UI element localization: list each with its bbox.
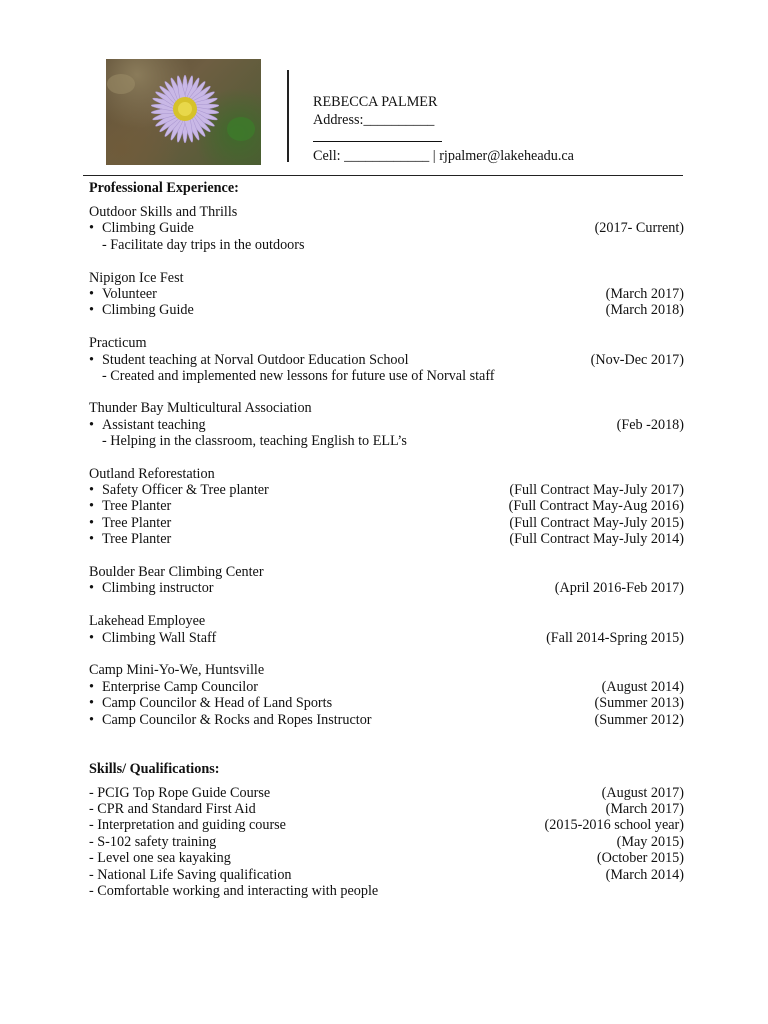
- header-rule: [83, 175, 683, 176]
- org-title: Lakehead Employee: [89, 613, 206, 629]
- daisy-flower-photo: [106, 59, 261, 165]
- list-item: [89, 220, 684, 237]
- date: (Feb -2018): [616, 417, 684, 433]
- role-note: - Facilitate day trips in the outdoors: [102, 237, 305, 253]
- skill: - CPR and Standard First Aid: [89, 801, 256, 817]
- skills-heading: Skills/ Qualifications:: [89, 761, 220, 777]
- list-item: [89, 482, 684, 499]
- org-title: Nipigon Ice Fest: [89, 270, 184, 286]
- role: Student teaching at Norval Outdoor Education School: [102, 352, 409, 368]
- skill: - PCIG Top Rope Guide Course: [89, 785, 271, 801]
- date: (March 2017): [605, 801, 684, 817]
- org-title: Outdoor Skills and Thrills: [89, 204, 238, 220]
- role: Climbing Wall Staff: [102, 630, 217, 646]
- list-item: [89, 515, 684, 532]
- date: (Fall 2014-Spring 2015): [546, 630, 684, 646]
- list-item: [89, 286, 684, 303]
- org-title: Practicum: [89, 335, 147, 351]
- role: Camp Councilor & Head of Land Sports: [102, 695, 333, 711]
- org-name: [89, 400, 684, 417]
- date: (October 2015): [596, 850, 684, 866]
- role: Volunteer: [102, 286, 157, 302]
- list-item: [89, 352, 684, 369]
- role: Assistant teaching: [102, 417, 206, 433]
- date: (May 2015): [616, 834, 684, 850]
- list-item: [89, 580, 684, 597]
- date: (Full Contract May-July 2014): [509, 531, 684, 547]
- list-item: [89, 785, 684, 802]
- role: Climbing Guide: [102, 220, 194, 236]
- date: (March 2014): [605, 867, 684, 883]
- list-item: [89, 867, 684, 884]
- org-title: Camp Mini-Yo-We, Huntsville: [89, 662, 265, 678]
- contact-line: Cell: ____________ | rjpalmer@lakeheadu.ca: [313, 148, 574, 164]
- org-name: [89, 204, 684, 221]
- role: Enterprise Camp Councilor: [102, 679, 259, 695]
- date: (2015-2016 school year): [544, 817, 684, 833]
- address-line: Address:__________: [313, 112, 435, 128]
- date: (Summer 2012): [594, 712, 684, 728]
- org-name: [89, 564, 684, 581]
- role: Climbing instructor: [102, 580, 214, 596]
- skill: - S-102 safety training: [89, 834, 217, 850]
- role-note: - Created and implemented new lessons for future use of Norval staff: [102, 368, 495, 384]
- date: (Nov-Dec 2017): [590, 352, 684, 368]
- list-item: [89, 695, 684, 712]
- list-item: [89, 531, 684, 548]
- role: Safety Officer & Tree planter: [102, 482, 269, 498]
- list-item: [89, 834, 684, 851]
- list-item: [89, 302, 684, 319]
- experience-heading: Professional Experience:: [89, 180, 239, 196]
- date: (March 2017): [605, 286, 684, 302]
- daisy-flower-icon: [106, 59, 261, 165]
- role-note: - Helping in the classroom, teaching English to ELL’s: [102, 433, 407, 449]
- role: Climbing Guide: [102, 302, 194, 318]
- role: Tree Planter: [102, 515, 172, 531]
- org-title: Boulder Bear Climbing Center: [89, 564, 264, 580]
- list-item: [89, 850, 684, 867]
- list-item: [89, 417, 684, 434]
- list-item: [89, 883, 684, 900]
- date: (August 2017): [601, 785, 684, 801]
- list-item: [89, 630, 684, 647]
- list-item: [89, 498, 684, 515]
- org-title: Outland Reforestation: [89, 466, 215, 482]
- date: (Full Contract May-Aug 2016): [508, 498, 684, 514]
- date: (Full Contract May-July 2017): [509, 482, 684, 498]
- role: Camp Councilor & Rocks and Ropes Instructor: [102, 712, 372, 728]
- role: Tree Planter: [102, 531, 172, 547]
- org-name: [89, 335, 684, 352]
- note: [89, 368, 684, 385]
- header-divider: [287, 70, 289, 162]
- date: (March 2018): [605, 302, 684, 318]
- list-item: [89, 712, 684, 729]
- date: (2017- Current): [594, 220, 684, 236]
- date: (Summer 2013): [594, 695, 684, 711]
- role: Tree Planter: [102, 498, 172, 514]
- date: (Full Contract May-July 2015): [509, 515, 684, 531]
- date: (August 2014): [601, 679, 684, 695]
- applicant-name: REBECCA PALMER: [313, 94, 438, 110]
- date: (April 2016-Feb 2017): [554, 580, 684, 596]
- list-item: [89, 801, 684, 818]
- org-name: [89, 270, 684, 287]
- skill: - Comfortable working and interacting with people: [89, 883, 379, 899]
- note: [89, 237, 684, 254]
- org-name: [89, 613, 684, 630]
- skill: - Interpretation and guiding course: [89, 817, 286, 833]
- list-item: [89, 679, 684, 696]
- skill: - National Life Saving qualification: [89, 867, 292, 883]
- list-item: [89, 817, 684, 834]
- address-blank-line: [313, 141, 442, 142]
- org-name: [89, 466, 684, 483]
- skill: - Level one sea kayaking: [89, 850, 231, 866]
- org-name: [89, 662, 684, 679]
- note: [89, 433, 684, 450]
- org-title: Thunder Bay Multicultural Association: [89, 400, 312, 416]
